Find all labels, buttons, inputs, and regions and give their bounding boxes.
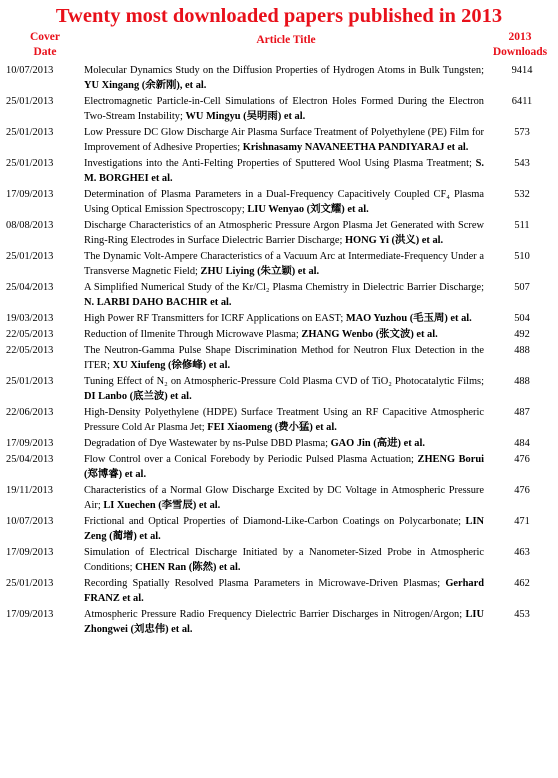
- cover-date: 22/06/2013: [6, 407, 54, 419]
- article-cell: [84, 157, 488, 188]
- article-author: N. LARBI DAHO BACHIR et al.: [84, 296, 232, 308]
- header-article-title: Article Title: [256, 34, 316, 46]
- header-cover-label: Cover: [29, 31, 60, 43]
- table-row: [6, 328, 552, 344]
- table-row: [6, 344, 552, 375]
- table-row: [6, 453, 552, 484]
- article-title[interactable]: The Dynamic Volt-Ampere Characteristics of a Vacuum Arc at Intermediate-Frequency Under a Transverse Magnetic Field;: [84, 250, 484, 277]
- article-author: GAO Jin (高进) et al.: [330, 438, 425, 450]
- table-row: [6, 281, 552, 312]
- article-cell: [84, 437, 488, 453]
- article-title[interactable]: Investigations into the Anti-Felting Properties of Sputtered Wool Using Plasma Treatment;: [84, 157, 472, 169]
- cover-date: 25/01/2013: [6, 376, 54, 388]
- article-cell: [84, 328, 488, 344]
- table-row: [6, 546, 552, 577]
- download-count: 462: [514, 578, 530, 590]
- download-count: 543: [514, 157, 530, 169]
- table-row: [6, 375, 552, 406]
- article-author: YU Xingang (余新刚), et al.: [84, 79, 207, 91]
- article-author: Krishnasamy NAVANEETHA PANDIYARAJ et al.: [242, 141, 469, 153]
- article-title[interactable]: High Power RF Transmitters for ICRF Applications on EAST;: [84, 312, 344, 324]
- download-count: 476: [514, 485, 530, 497]
- article-author: FEI Xiaomeng (费小猛) et al.: [207, 422, 337, 434]
- cover-date: 25/01/2013: [6, 95, 54, 107]
- papers-table: [6, 64, 552, 639]
- article-cell: [84, 64, 488, 95]
- cover-date: 17/09/2013: [6, 547, 54, 559]
- article-title[interactable]: Frictional and Optical Properties of Diamond-Like-Carbon Coatings on Polycarbonate;: [84, 516, 462, 528]
- cover-date: 25/01/2013: [6, 250, 54, 262]
- article-author: LIU Wenyao (刘文耀) et al.: [247, 203, 369, 215]
- download-count: 487: [514, 407, 530, 419]
- table-row: [6, 126, 552, 157]
- article-author: ZHENG Borui (郑博睿) et al.: [84, 454, 485, 481]
- download-count: 484: [514, 438, 530, 450]
- download-count: 453: [514, 609, 530, 621]
- download-count: 532: [514, 188, 530, 200]
- article-cell: [84, 95, 488, 126]
- article-cell: [84, 126, 488, 157]
- header-downloads: [488, 30, 552, 64]
- article-title[interactable]: Electromagnetic Particle-in-Cell Simulations of Electron Holes Formed During the Electron Two-Stream Instability;: [84, 95, 484, 122]
- table-row: [6, 188, 552, 219]
- table-row: [6, 64, 552, 95]
- article-title[interactable]: High-Density Polyethylene (HDPE) Surface Treatment Using an RF Capacitive Atmospheric Pressure Cold Ar Plasma Jet;: [84, 407, 484, 434]
- article-cell: [84, 577, 488, 608]
- cover-date: 17/09/2013: [6, 609, 54, 621]
- download-count: 6411: [511, 95, 533, 107]
- article-author: LIN Zeng (蔺增) et al.: [84, 516, 484, 543]
- cover-date: 10/07/2013: [6, 516, 54, 528]
- article-cell: [84, 608, 488, 639]
- article-cell: [84, 344, 488, 375]
- header-date-label: Date: [33, 46, 57, 58]
- article-author: DI Lanbo (底兰波) et al.: [84, 391, 192, 403]
- table-row: [6, 157, 552, 188]
- article-cell: [84, 375, 488, 406]
- cover-date: 22/05/2013: [6, 329, 54, 341]
- article-cell: [84, 484, 488, 515]
- page-title: Twenty most downloaded papers published in 2013: [55, 5, 503, 27]
- article-title[interactable]: Low Pressure DC Glow Discharge Air Plasma Surface Treatment of Polyethylene (PE) Film for Improvement of Adhesive Properties;: [84, 126, 484, 153]
- article-author: ZHANG Wenbo (张文波) et al.: [301, 329, 438, 341]
- article-cell: [84, 281, 488, 312]
- table-row: [6, 437, 552, 453]
- cover-date: 25/01/2013: [6, 578, 54, 590]
- cover-date: 08/08/2013: [6, 219, 54, 231]
- download-count: 463: [514, 547, 530, 559]
- download-count: 504: [514, 312, 530, 324]
- article-title[interactable]: Characteristics of a Normal Glow Discharge Excited by DC Voltage in Atmospheric Pressure Air;: [84, 485, 484, 512]
- article-title[interactable]: Determination of Plasma Parameters in a Dual-Frequency Capacitively Coupled CF₄ Plasma Using Optical Emission Spectroscopy;: [84, 188, 484, 215]
- download-count: 488: [514, 345, 530, 357]
- download-count: 471: [514, 516, 530, 528]
- header-downloads-label: Downloads: [492, 46, 548, 58]
- table-row: [6, 250, 552, 281]
- table-row: [6, 577, 552, 608]
- header-cover-date: [6, 30, 84, 64]
- table-row: [6, 95, 552, 126]
- article-author: ZHU Liying (朱立颖) et al.: [200, 265, 320, 277]
- table-row: [6, 312, 552, 328]
- download-count: 511: [514, 219, 530, 231]
- article-author: CHEN Ran (陈然) et al.: [135, 562, 241, 574]
- article-title[interactable]: Simulation of Electrical Discharge Initiated by a Nanometer-Sized Probe in Atmospheric Conditions;: [84, 547, 484, 574]
- article-cell: [84, 546, 488, 577]
- cover-date: 17/09/2013: [6, 188, 54, 200]
- table-row: [6, 219, 552, 250]
- article-cell: [84, 406, 488, 437]
- article-author: Gerhard FRANZ et al.: [84, 578, 484, 605]
- article-title[interactable]: Reduction of Ilmenite Through Microwave Plasma;: [84, 329, 299, 341]
- table-row: [6, 515, 552, 546]
- article-title[interactable]: Tuning Effect of N₂ on Atmospheric-Pressure Cold Plasma CVD of TiO₂ Photocatalytic Films;: [84, 376, 484, 388]
- article-title[interactable]: Discharge Characteristics of an Atmospheric Pressure Argon Plasma Jet Generated with Screw Ring-Ring Electrodes in Surface Dielectric Barrier Discharge;: [84, 219, 484, 246]
- article-cell: [84, 219, 488, 250]
- article-author: WU Mingyu (吴明雨) et al.: [185, 110, 306, 122]
- article-cell: [84, 312, 488, 328]
- article-cell: [84, 515, 488, 546]
- download-count: 492: [514, 329, 530, 341]
- article-title[interactable]: Molecular Dynamics Study on the Diffusion Properties of Hydrogen Atoms in Bulk Tungsten;: [84, 65, 484, 76]
- table-header: [6, 30, 552, 64]
- article-title[interactable]: The Neutron-Gamma Pulse Shape Discrimination Method for Neutron Flux Detection in the ITER;: [84, 345, 484, 372]
- download-count: 573: [514, 126, 530, 138]
- article-cell: [84, 250, 488, 281]
- article-author: HONG Yi (洪义) et al.: [344, 234, 444, 246]
- table-row: [6, 608, 552, 639]
- article-title[interactable]: Flow Control over a Conical Forebody by Periodic Pulsed Plasma Actuation;: [84, 454, 414, 466]
- download-count: 507: [514, 281, 530, 293]
- article-cell: [84, 453, 488, 484]
- article-author: LI Xuechen (李雪辰) et al.: [103, 500, 221, 512]
- cover-date: 22/05/2013: [6, 345, 54, 357]
- article-author: MAO Yuzhou (毛玉周) et al.: [345, 312, 472, 324]
- cover-date: 25/01/2013: [6, 126, 54, 138]
- download-count: 510: [514, 250, 530, 262]
- header-year-label: 2013: [508, 31, 532, 43]
- article-author: LIU Zhongwei (刘忠伟) et al.: [84, 609, 484, 636]
- article-title[interactable]: Recording Spatially Resolved Plasma Parameters in Microwave-Driven Plasmas;: [84, 578, 441, 590]
- cover-date: 19/11/2013: [6, 485, 53, 497]
- cover-date: 25/04/2013: [6, 281, 54, 293]
- article-title[interactable]: Atmospheric Pressure Radio Frequency Dielectric Barrier Discharges in Nitrogen/Argon;: [84, 609, 463, 621]
- article-author: S. M. BORGHEI et al.: [84, 157, 484, 184]
- article-title[interactable]: Degradation of Dye Wastewater by ns-Pulse DBD Plasma;: [84, 438, 328, 450]
- article-author: XU Xiufeng (徐修峰) et al.: [112, 360, 231, 372]
- article-title[interactable]: A Simplified Numerical Study of the Kr/Cl₂ Plasma Chemistry in Dielectric Barrier Discharge;: [84, 281, 484, 293]
- download-count: 488: [514, 376, 530, 388]
- cover-date: 25/04/2013: [6, 454, 54, 466]
- download-count: 476: [514, 454, 530, 466]
- cover-date: 19/03/2013: [6, 312, 54, 324]
- cover-date: 17/09/2013: [6, 438, 54, 450]
- table-row: [6, 484, 552, 515]
- download-count: 9414: [511, 65, 533, 76]
- cover-date: 25/01/2013: [6, 157, 54, 169]
- article-cell: [84, 188, 488, 219]
- table-row: [6, 406, 552, 437]
- cover-date: 10/07/2013: [6, 65, 54, 76]
